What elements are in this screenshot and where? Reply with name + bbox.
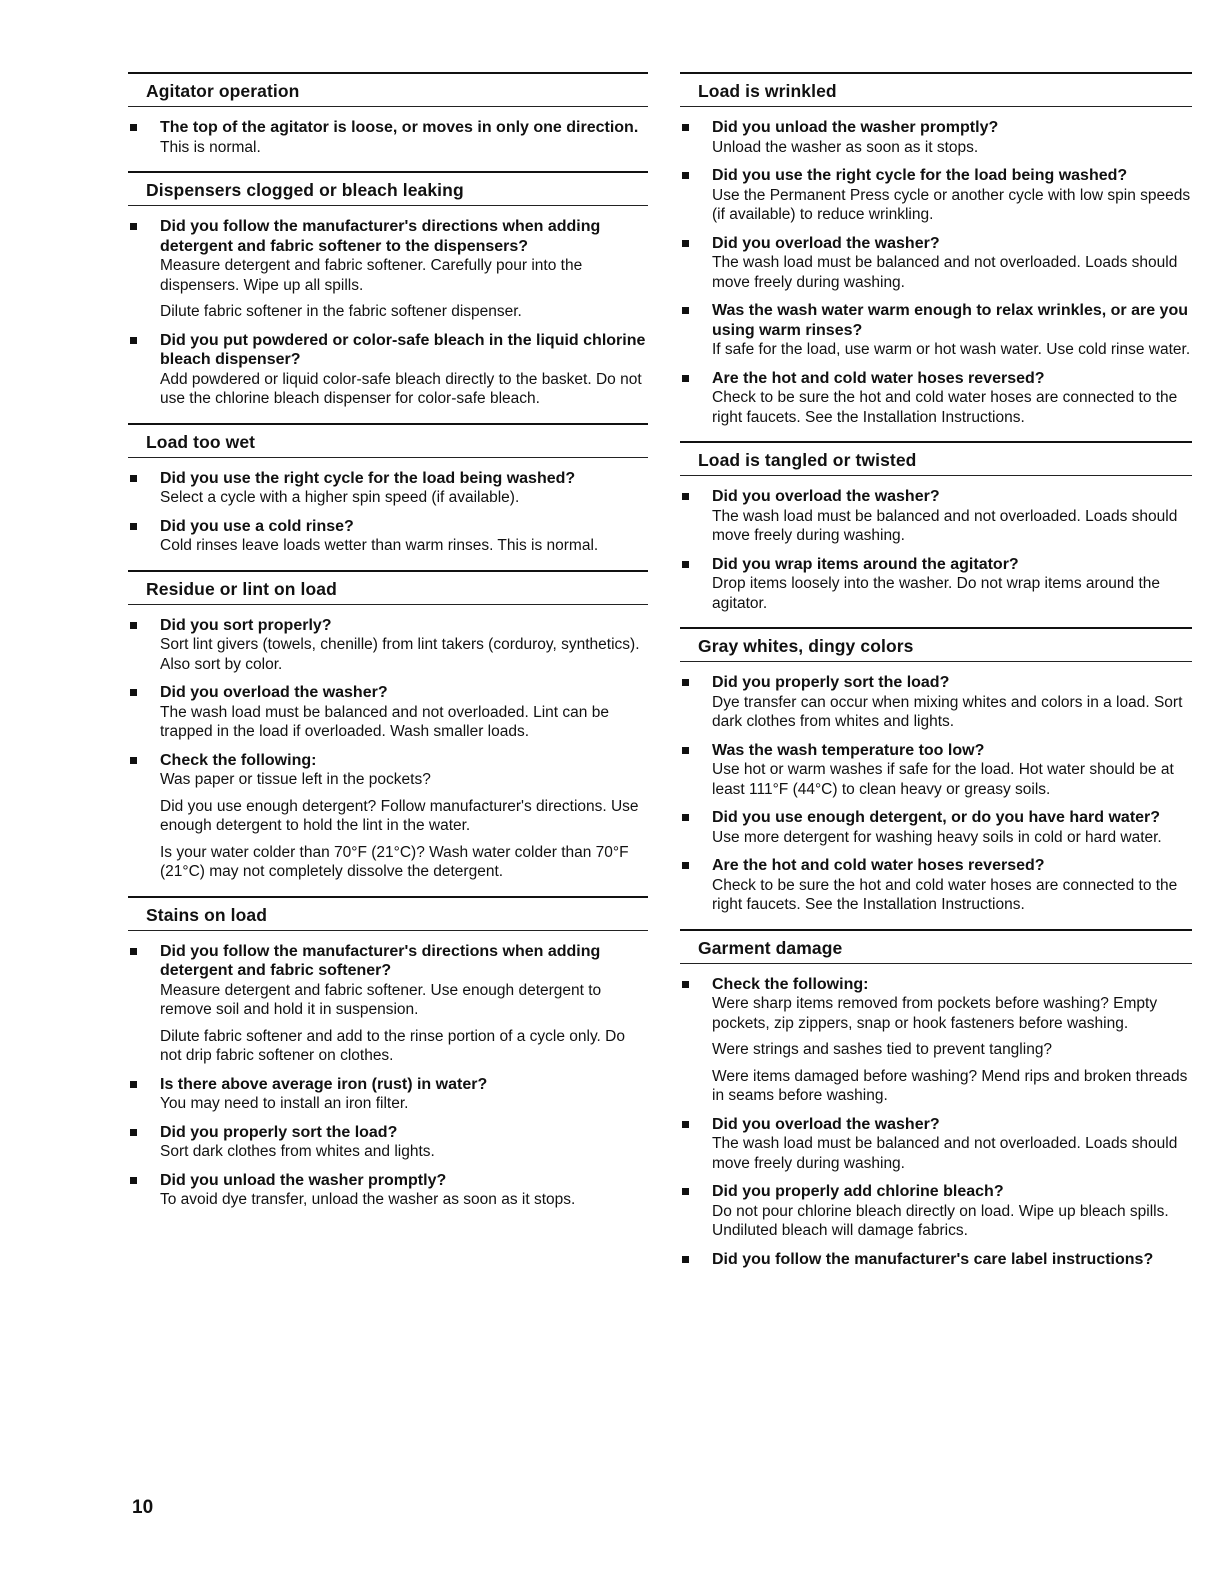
section-heading: Dispensers clogged or bleach leaking (128, 171, 648, 206)
question-list (680, 487, 1192, 613)
list-item (680, 808, 1192, 847)
list-item (128, 751, 648, 882)
question-text: Did you follow the manufacturer's directions when adding detergent and fabric softener to the dispensers? (160, 218, 601, 255)
answer-text: The wash load must be balanced and not overloaded. Loads should move freely during washing. (712, 1135, 1178, 1172)
question-text: Was the wash water warm enough to relax wrinkles, or are you using warm rinses? (712, 302, 1188, 339)
troubleshooting-section (128, 570, 648, 882)
square-bullet-icon (682, 124, 689, 131)
question-text: Are the hot and cold water hoses reversed? (712, 369, 1045, 387)
troubleshooting-section (680, 72, 1192, 427)
question-list (128, 942, 648, 1210)
section-heading: Load is wrinkled (680, 72, 1192, 107)
question-text: Did you unload the washer promptly? (712, 119, 999, 136)
question-text: Did you use enough detergent, or do you have hard water? (712, 809, 1161, 826)
answer-text: Check to be sure the hot and cold water hoses are connected to the right faucets. See the Installation Instructions. (712, 389, 1178, 426)
answer-text: Dilute fabric softener and add to the rinse portion of a cycle only. Do not drip fabric softener on clothes. (160, 1027, 625, 1064)
square-bullet-icon (130, 948, 137, 955)
answer-text: Cold rinses leave loads wetter than warm rinses. This is normal. (160, 537, 599, 554)
question-text: Did you overload the washer? (160, 684, 388, 701)
question-text: Did you properly sort the load? (712, 674, 950, 691)
troubleshooting-section (128, 896, 648, 1210)
question-text: Check the following: (712, 975, 869, 993)
answer-text: Drop items loosely into the washer. Do not wrap items around the agitator. (712, 575, 1161, 612)
list-item (128, 616, 648, 675)
list-item (680, 975, 1192, 1106)
question-list (680, 118, 1192, 427)
question-list (680, 975, 1192, 1270)
answer-text: Sort dark clothes from whites and lights. (160, 1143, 435, 1160)
question-text: Did you follow the manufacturer's care label instructions? (712, 1250, 1154, 1268)
list-item (128, 517, 648, 556)
troubleshooting-section (128, 423, 648, 556)
answer-text: You may need to install an iron filter. (160, 1095, 409, 1112)
square-bullet-icon (130, 475, 137, 482)
answer-text: This is normal. (160, 138, 261, 156)
square-bullet-icon (130, 1177, 137, 1184)
answer-text: Is your water colder than 70°F (21°C)? Wash water colder than 70°F (21°C) may not completely dissolve the detergent. (160, 843, 629, 880)
square-bullet-icon (682, 375, 689, 382)
square-bullet-icon (130, 223, 137, 230)
list-item (680, 555, 1192, 614)
square-bullet-icon (682, 493, 689, 500)
list-item (680, 166, 1192, 225)
list-item (128, 683, 648, 742)
list-item (128, 1123, 648, 1162)
answer-text: The wash load must be balanced and not overloaded. Loads should move freely during washing. (712, 254, 1178, 291)
answer-text: Use more detergent for washing heavy soils in cold or hard water. (712, 828, 1162, 846)
right-column (680, 72, 1192, 1283)
square-bullet-icon (682, 1256, 689, 1263)
section-heading: Garment damage (680, 929, 1192, 964)
troubleshooting-section (128, 171, 648, 409)
square-bullet-icon (130, 337, 137, 344)
question-list (128, 217, 648, 409)
square-bullet-icon (130, 757, 137, 764)
list-item (680, 301, 1192, 360)
question-text: Are the hot and cold water hoses reversed? (712, 857, 1045, 874)
question-text: Did you properly sort the load? (160, 1123, 398, 1141)
section-heading: Load too wet (128, 423, 648, 458)
answer-text: Dilute fabric softener in the fabric softener dispenser. (160, 303, 522, 320)
question-text: Did you put powdered or color-safe bleach in the liquid chlorine bleach dispenser? (160, 331, 646, 368)
square-bullet-icon (130, 622, 137, 629)
square-bullet-icon (682, 172, 689, 179)
square-bullet-icon (130, 689, 137, 696)
list-item (680, 741, 1192, 800)
answer-text: Did you use enough detergent? Follow manufacturer's directions. Use enough detergent to hold the lint in the water. (160, 797, 639, 834)
question-text: Did you use the right cycle for the load being washed? (712, 167, 1128, 184)
answer-text: Do not pour chlorine bleach directly on load. Wipe up bleach spills. Undiluted bleach will damage fabrics. (712, 1202, 1169, 1239)
list-item (680, 369, 1192, 428)
list-item (680, 1250, 1192, 1270)
troubleshooting-section (680, 441, 1192, 613)
question-text: Check the following: (160, 751, 317, 769)
list-item (128, 331, 648, 409)
list-item (680, 1115, 1192, 1174)
question-list (128, 118, 648, 157)
question-text: Did you use a cold rinse? (160, 517, 354, 535)
question-text: Did you wrap items around the agitator? (712, 555, 1019, 573)
answer-text: Measure detergent and fabric softener. Use enough detergent to remove soil and hold it in suspension. (160, 981, 602, 1018)
section-heading: Load is tangled or twisted (680, 441, 1192, 476)
question-text: Did you sort properly? (160, 616, 332, 634)
question-text: Did you use the right cycle for the load being washed? (160, 469, 576, 487)
troubleshooting-section (680, 929, 1192, 1270)
question-text: Did you overload the washer? (712, 488, 940, 505)
question-text: Did you overload the washer? (712, 234, 940, 252)
question-text: Did you properly add chlorine bleach? (712, 1183, 1004, 1200)
list-item (128, 1171, 648, 1210)
answer-text: If safe for the load, use warm or hot wash water. Use cold rinse water. (712, 341, 1191, 358)
section-heading: Gray whites, dingy colors (680, 627, 1192, 662)
answer-text: Were sharp items removed from pockets before washing? Empty pockets, zip zippers, snap or hook fasteners before washing. (712, 995, 1158, 1032)
square-bullet-icon (130, 124, 137, 131)
list-item (680, 118, 1192, 157)
square-bullet-icon (682, 981, 689, 988)
answer-text: Were items damaged before washing? Mend rips and broken threads in seams before washing. (712, 1067, 1188, 1104)
list-item (128, 942, 648, 1066)
list-item (680, 856, 1192, 915)
list-item (128, 1075, 648, 1114)
answer-text: Use hot or warm washes if safe for the load. Hot water should be at least 111°F (44°C) to clean heavy or greasy soils. (712, 761, 1174, 798)
answer-text: Use the Permanent Press cycle or another cycle with low spin speeds (if available) to reduce wrinkling. (712, 186, 1191, 223)
square-bullet-icon (130, 1129, 137, 1136)
square-bullet-icon (682, 862, 689, 869)
list-item (128, 118, 648, 157)
square-bullet-icon (682, 1121, 689, 1128)
square-bullet-icon (130, 523, 137, 530)
list-item (680, 673, 1192, 732)
list-item (680, 234, 1192, 293)
answer-text: The wash load must be balanced and not overloaded. Loads should move freely during washing. (712, 507, 1178, 544)
answer-text: The wash load must be balanced and not overloaded. Lint can be trapped in the load if overloaded. Wash smaller loads. (160, 703, 609, 740)
question-list (128, 616, 648, 882)
square-bullet-icon (682, 240, 689, 247)
page-number: 10 (132, 1497, 154, 1518)
square-bullet-icon (130, 1081, 137, 1088)
troubleshooting-section (128, 72, 648, 157)
square-bullet-icon (682, 679, 689, 686)
list-item (128, 469, 648, 508)
list-item (680, 1182, 1192, 1241)
answer-text: Add powdered or liquid color-safe bleach directly to the basket. Do not use the chlorine bleach dispenser for color-safe bleach. (160, 370, 642, 407)
question-text: Did you unload the washer promptly? (160, 1171, 447, 1189)
list-item (128, 217, 648, 322)
square-bullet-icon (682, 1188, 689, 1195)
answer-text: Dye transfer can occur when mixing whites and colors in a load. Sort dark clothes from whites and lights. (712, 693, 1183, 730)
question-list (128, 469, 648, 556)
answer-text: Measure detergent and fabric softener. Carefully pour into the dispensers. Wipe up all spills. (160, 257, 583, 294)
square-bullet-icon (682, 814, 689, 821)
question-text: The top of the agitator is loose, or moves in only one direction. (160, 119, 639, 136)
answer-text: To avoid dye transfer, unload the washer as soon as it stops. (160, 1191, 576, 1208)
question-text: Did you overload the washer? (712, 1115, 940, 1133)
question-list (680, 673, 1192, 915)
square-bullet-icon (682, 747, 689, 754)
answer-text: Was paper or tissue left in the pockets? (160, 771, 431, 788)
left-column (128, 72, 648, 1224)
question-text: Did you follow the manufacturer's directions when adding detergent and fabric softener? (160, 942, 601, 979)
answer-text: Check to be sure the hot and cold water hoses are connected to the right faucets. See the Installation Instructions. (712, 876, 1178, 913)
answer-text: Were strings and sashes tied to prevent tangling? (712, 1041, 1053, 1058)
answer-text: Sort lint givers (towels, chenille) from lint takers (corduroy, synthetics). Also sort by color. (160, 636, 640, 673)
list-item (680, 487, 1192, 546)
answer-text: Unload the washer as soon as it stops. (712, 138, 979, 156)
square-bullet-icon (682, 307, 689, 314)
question-text: Was the wash temperature too low? (712, 741, 985, 759)
question-text: Is there above average iron (rust) in water? (160, 1075, 488, 1093)
troubleshooting-section (680, 627, 1192, 915)
square-bullet-icon (682, 561, 689, 568)
answer-text: Select a cycle with a higher spin speed (if available). (160, 489, 520, 506)
section-heading: Agitator operation (128, 72, 648, 107)
section-heading: Residue or lint on load (128, 570, 648, 605)
section-heading: Stains on load (128, 896, 648, 931)
